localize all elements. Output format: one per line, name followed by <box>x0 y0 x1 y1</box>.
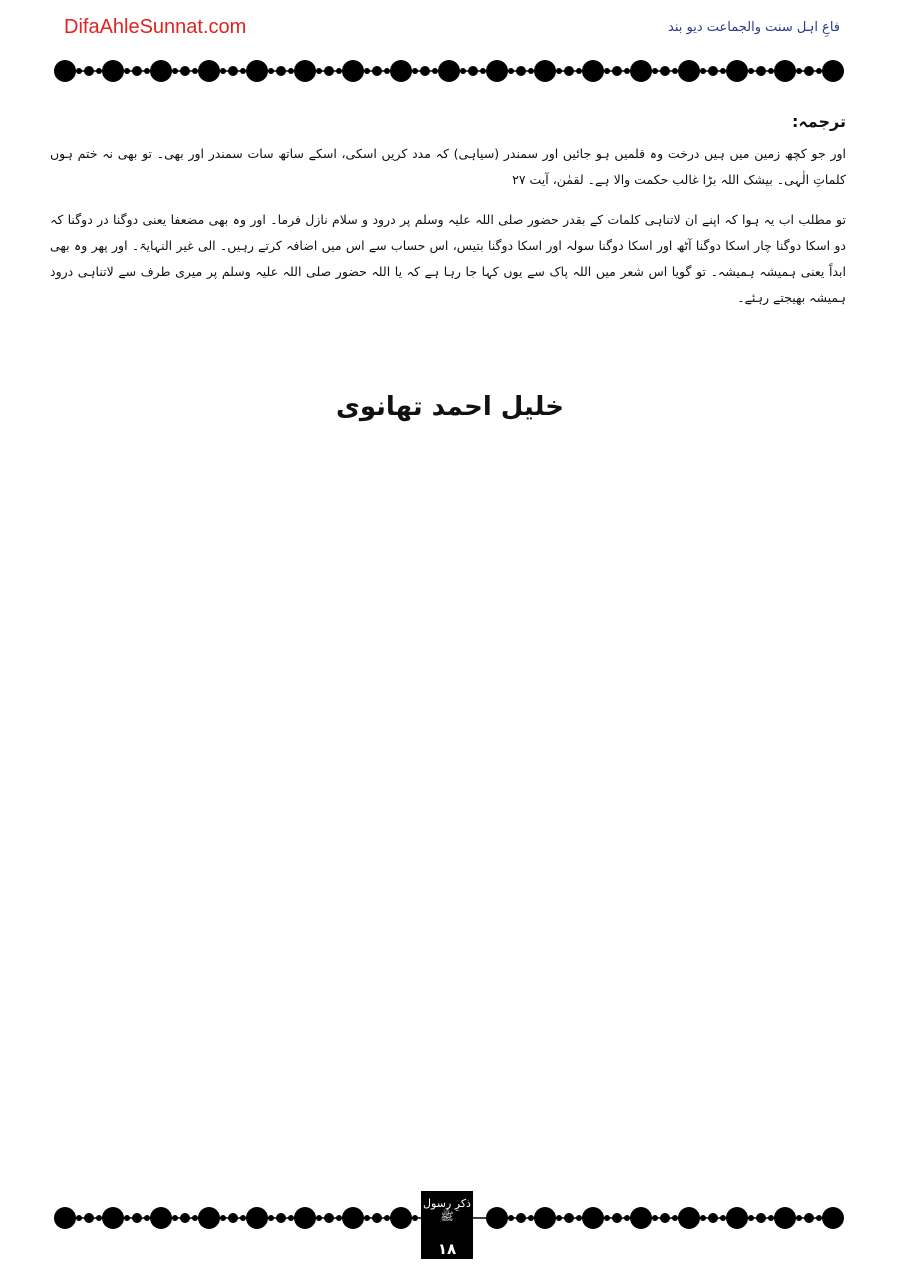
chain-small-bead <box>336 68 342 74</box>
chain-small-bead <box>796 68 802 74</box>
chain-small-bead <box>432 68 438 74</box>
chain-small-bead <box>720 68 726 74</box>
chain-small-bead <box>816 1215 822 1221</box>
chain-bead <box>198 60 220 82</box>
chain-small-bead <box>468 66 478 76</box>
chain-small-bead <box>796 1215 802 1221</box>
chain-small-bead <box>96 68 102 74</box>
translation-paragraph: اور جو کچھ زمین میں ہیں درخت وہ قلمیں ہو جائیں اور سمندر (سیاہی) کہ مدد کریں اسکی، اسکے ساتھ سات سمندر اور بھی۔ تو بھی نہ ختم ہوں کلماتِ الٰہی۔ بیشک اللہ بڑا غالب حکمت والا ہے۔ لقمٰن، آیت ۲۷ <box>50 146 846 187</box>
chain-bead <box>390 1207 412 1229</box>
chain-small-bead <box>508 1215 514 1221</box>
chain-small-bead <box>564 66 574 76</box>
chain-small-bead <box>768 1215 774 1221</box>
chain-small-bead <box>84 1213 94 1223</box>
chain-small-bead <box>268 1215 274 1221</box>
chain-small-bead <box>708 66 718 76</box>
chain-bead <box>774 1207 796 1229</box>
chain-small-bead <box>612 1213 622 1223</box>
chain-small-bead <box>288 1215 294 1221</box>
chain-small-bead <box>220 1215 226 1221</box>
chain-small-bead <box>172 1215 178 1221</box>
chain-small-bead <box>804 1213 814 1223</box>
chain-small-bead <box>384 68 390 74</box>
translation-heading: ترجمہ: <box>792 112 846 131</box>
chain-small-bead <box>336 1215 342 1221</box>
chain-small-bead <box>700 1215 706 1221</box>
chain-small-bead <box>604 68 610 74</box>
chain-bead <box>246 1207 268 1229</box>
explanation-paragraph: تو مطلب اب یہ ہوا کہ اپنے ان لاتناہی کلمات کے بقدر حضور صلی اللہ علیہ وسلم پر درود و سلام نازل فرما۔ اور وہ بھی مضعفا یعنی دوگنا در دوگنا کہ دو اسکا دوگنا چار اسکا دوگنا آٹھ اور اسکا دوگنا سولہ اور اسکا دوگنا بتیس، اس حساب سے اس میں اضافہ کرتے رہیں۔ الی غیر النہایۃ۔ اور پھر وہ بھی ابداً یعنی ہمیشہ ہمیشہ۔ تو گویا اس شعر میں اللہ پاک سے یوں کہا جا رہا ہے کہ یا اللہ حضور صلی اللہ علیہ وسلم پر میری طرف سے لاتناہی درود ہمیشہ بھیجتے رہئے۔ <box>50 212 846 305</box>
chain-small-bead <box>604 1215 610 1221</box>
chain-bead <box>438 60 460 82</box>
chain-small-bead <box>480 68 486 74</box>
chain-bead <box>582 60 604 82</box>
chain-bead <box>294 60 316 82</box>
chain-small-bead <box>180 66 190 76</box>
chain-small-bead <box>624 1215 630 1221</box>
chain-small-bead <box>576 68 582 74</box>
chain-small-bead <box>124 68 130 74</box>
chain-small-bead <box>324 1213 334 1223</box>
chain-bead <box>822 1207 844 1229</box>
chain-small-bead <box>84 66 94 76</box>
chain-small-bead <box>528 68 534 74</box>
chain-small-bead <box>564 1213 574 1223</box>
chain-small-bead <box>172 68 178 74</box>
site-name[interactable]: DifaAhleSunnat.com <box>64 16 247 38</box>
chain-small-bead <box>76 68 82 74</box>
chain-small-bead <box>240 68 246 74</box>
chain-bead <box>486 60 508 82</box>
chain-small-bead <box>652 68 658 74</box>
chain-bead <box>102 1207 124 1229</box>
chain-small-bead <box>460 68 466 74</box>
chain-small-bead <box>288 68 294 74</box>
chain-bead <box>630 60 652 82</box>
chain-small-bead <box>556 68 562 74</box>
chain-small-bead <box>804 66 814 76</box>
chain-small-bead <box>220 68 226 74</box>
chain-small-bead <box>556 1215 562 1221</box>
chain-small-bead <box>372 66 382 76</box>
chain-small-bead <box>192 68 198 74</box>
chain-small-bead <box>652 1215 658 1221</box>
chain-small-bead <box>756 1213 766 1223</box>
chain-small-bead <box>384 1215 390 1221</box>
chain-small-bead <box>508 68 514 74</box>
chain-small-bead <box>612 66 622 76</box>
chain-small-bead <box>144 1215 150 1221</box>
chain-small-bead <box>708 1213 718 1223</box>
chain-small-bead <box>276 66 286 76</box>
chain-small-bead <box>228 66 238 76</box>
chain-bead <box>342 1207 364 1229</box>
chain-small-bead <box>768 68 774 74</box>
chain-bead <box>390 60 412 82</box>
chain-small-bead <box>276 1213 286 1223</box>
chain-small-bead <box>516 66 526 76</box>
chain-small-bead <box>672 1215 678 1221</box>
footer-page-box <box>421 1191 473 1259</box>
chain-bead <box>150 60 172 82</box>
page-number: ۱۸ <box>437 1240 457 1258</box>
chain-small-bead <box>420 66 430 76</box>
chain-small-bead <box>412 68 418 74</box>
chain-bead <box>822 60 844 82</box>
chain-small-bead <box>324 66 334 76</box>
chain-small-bead <box>576 1215 582 1221</box>
chain-bead <box>198 1207 220 1229</box>
chain-small-bead <box>756 66 766 76</box>
chain-small-bead <box>412 1215 418 1221</box>
chain-small-bead <box>316 1215 322 1221</box>
main-content <box>50 112 846 325</box>
chain-bead <box>774 60 796 82</box>
chain-bead <box>342 60 364 82</box>
chain-bead <box>678 1207 700 1229</box>
chain-bead <box>102 60 124 82</box>
chain-small-bead <box>748 68 754 74</box>
chain-small-bead <box>660 1213 670 1223</box>
chain-small-bead <box>240 1215 246 1221</box>
chain-small-bead <box>516 1213 526 1223</box>
chain-bead <box>582 1207 604 1229</box>
chain-small-bead <box>720 1215 726 1221</box>
author-signature: خلیل احمد تھانوی <box>336 392 564 422</box>
chain-bead <box>726 1207 748 1229</box>
chain-bead <box>54 1207 76 1229</box>
chain-small-bead <box>132 66 142 76</box>
chain-bead <box>678 60 700 82</box>
chain-bead <box>534 1207 556 1229</box>
chain-bead <box>150 1207 172 1229</box>
chain-small-bead <box>180 1213 190 1223</box>
chain-small-bead <box>144 68 150 74</box>
chain-small-bead <box>132 1213 142 1223</box>
chain-small-bead <box>672 68 678 74</box>
footer-book-title: ذکرِ رسول ﷺ <box>423 1197 471 1223</box>
header-title: فاعِ اہل سنت والجماعت دیو بند <box>668 20 840 35</box>
chain-small-bead <box>660 66 670 76</box>
chain-small-bead <box>96 1215 102 1221</box>
chain-small-bead <box>748 1215 754 1221</box>
chain-bead <box>630 1207 652 1229</box>
chain-small-bead <box>624 68 630 74</box>
chain-small-bead <box>364 1215 370 1221</box>
chain-small-bead <box>528 1215 534 1221</box>
chain-bead <box>534 60 556 82</box>
chain-bead <box>54 60 76 82</box>
chain-small-bead <box>76 1215 82 1221</box>
chain-small-bead <box>192 1215 198 1221</box>
chain-bead <box>294 1207 316 1229</box>
chain-small-bead <box>372 1213 382 1223</box>
chain-small-bead <box>816 68 822 74</box>
chain-bead <box>486 1207 508 1229</box>
top-divider-chain <box>54 58 846 84</box>
chain-small-bead <box>228 1213 238 1223</box>
chain-small-bead <box>364 68 370 74</box>
chain-small-bead <box>268 68 274 74</box>
chain-small-bead <box>700 68 706 74</box>
chain-small-bead <box>316 68 322 74</box>
chain-bead <box>246 60 268 82</box>
chain-small-bead <box>124 1215 130 1221</box>
chain-bead <box>726 60 748 82</box>
